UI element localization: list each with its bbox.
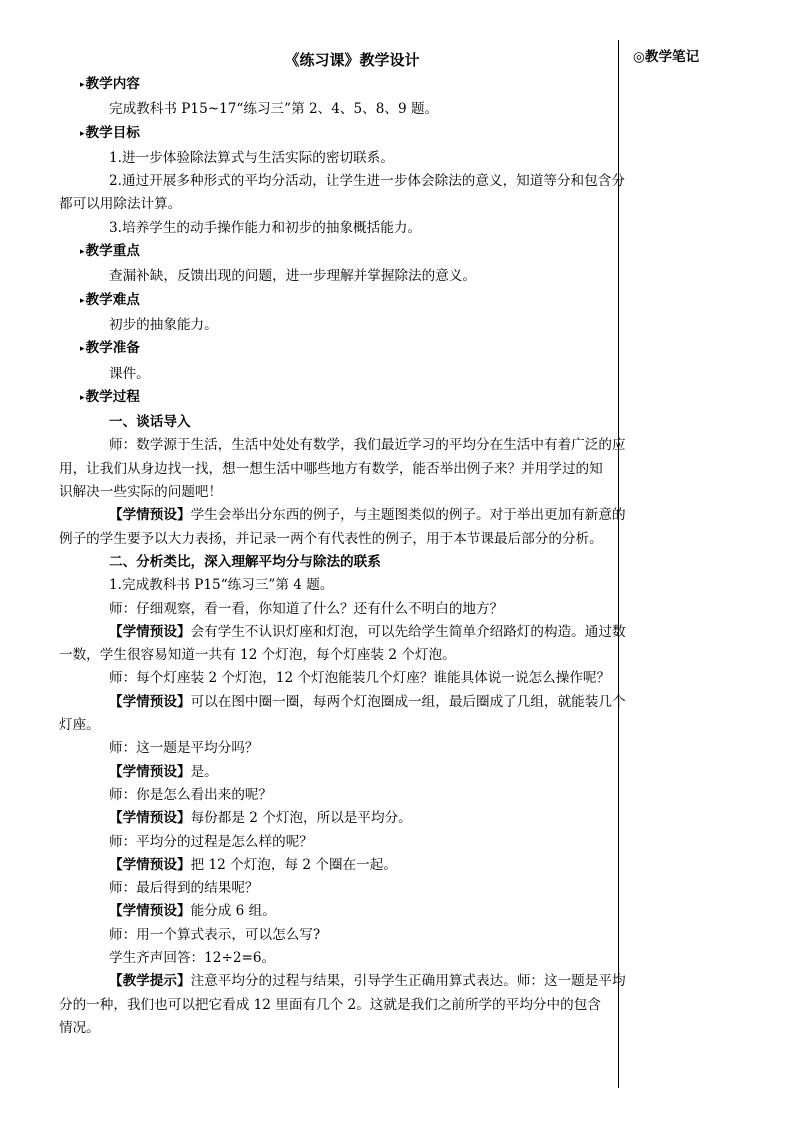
tip-tag: 【教学提示】	[109, 973, 191, 990]
preset-tag: 【学情预设】	[109, 693, 191, 710]
dialogue-line: 师：最后得到的结果呢？	[109, 880, 259, 897]
section-heading-process: ▸ 教学过程	[80, 386, 612, 411]
preset-tag: 【学情预设】	[109, 903, 191, 920]
preparation-text: 课件。	[109, 365, 150, 382]
tip-text-cont: 分的一种，我们也可以把它看成 12 里面有几个 2。这就是我们之前所学的平均分中的包含	[59, 996, 601, 1013]
preset-paragraph	[84, 761, 637, 784]
preset-paragraph	[84, 621, 637, 644]
content-text: 完成教科书 P15~17“练习三”第 2、4、5、8、9 题。	[109, 101, 439, 118]
section-heading-content: ▸ 教学内容	[80, 73, 612, 98]
difficulties-text: 初步的抽象能力。	[109, 316, 218, 333]
preset-tag: 【学情预设】	[109, 507, 191, 524]
preset-tag: 【学情预设】	[109, 856, 191, 873]
tip-paragraph	[84, 970, 637, 993]
section-heading-goals: ▸ 教学目标	[80, 122, 612, 147]
dialogue-line: 师：仔细观察，看一看，你知道了什么？还有什么不明白的地方？	[109, 600, 504, 617]
section-heading-preparation: ▸ 教学准备	[80, 337, 612, 362]
preset-paragraph	[84, 900, 637, 923]
dialogue-line-cont: 用，让我们从身边找一找，想一想生活中哪些地方有数学，能否举出例子来？并用学过的知	[59, 460, 603, 477]
tip-text: 注意平均分的过程与结果，引导学生正确用算式表达。师：这一题是平均	[190, 973, 626, 990]
dialogue-line: 师：这一题是平均分吗？	[109, 740, 259, 757]
preset-text: 把 12 个灯泡，每 2 个圈在一起。	[190, 856, 397, 873]
section-heading-difficulties: ▸ 教学难点	[80, 289, 612, 314]
tip-text-cont: 情况。	[59, 1019, 100, 1036]
goal-1: 1.进一步体验除法算式与生活实际的密切联系。	[109, 149, 394, 166]
teaching-notes-header: ◎教学笔记	[633, 49, 700, 65]
dialogue-line: 师：数学源于生活，生活中处处有数学，我们最近学习的平均分在生活中有着广泛的应	[109, 437, 626, 454]
preset-tag: 【学情预设】	[109, 763, 191, 780]
dialogue-line: 师：平均分的过程是怎么样的呢？	[109, 833, 313, 850]
preset-text: 能分成 6 组。	[190, 903, 276, 920]
dialogue-line: 师：用一个算式表示，可以怎么写?	[109, 926, 321, 943]
goal-2-line-1: 2.通过开展多种形式的平均分活动，让学生进一步体会除法的意义，知道等分和包含分	[109, 173, 625, 190]
preset-text: 学生会举出分东西的例子，与主题图类似的例子。对于举出更加有新意的	[190, 507, 626, 524]
preset-text: 可以在图中圈一圈，每两个灯泡圈成一组，最后圈成了几组，就能装几个	[190, 693, 626, 710]
preset-paragraph	[84, 504, 637, 527]
dialogue-line: 师：每个灯座装 2 个灯泡，12 个灯泡能装几个灯座？谁能具体说一说怎么操作呢？	[109, 670, 611, 687]
preset-text: 是。	[190, 763, 218, 780]
part-1-heading: 一、谈话导入	[109, 414, 191, 431]
goal-3: 3.培养学生的动手操作能力和初步的抽象概括能力。	[109, 219, 422, 236]
preset-text-cont: 灯座。	[59, 717, 100, 734]
preset-tag: 【学情预设】	[109, 623, 191, 640]
section-heading-key-points: ▸ 教学重点	[80, 240, 612, 265]
document-title: 《练习课》教学设计	[284, 51, 420, 69]
preset-tag: 【学情预设】	[109, 810, 191, 827]
exercise-line: 1.完成教科书 P15“练习三”第 4 题。	[109, 577, 334, 594]
key-points-text: 查漏补缺，反馈出现的问题，进一步理解并掌握除法的意义。	[109, 268, 477, 285]
student-answer-line: 学生齐声回答：12÷2=6。	[109, 949, 276, 966]
preset-text: 会有学生不认识灯座和灯泡，可以先给学生简单介绍路灯的构造。通过数	[190, 623, 626, 640]
preset-text-cont: 例子的学生要予以大力表扬，并记录一两个有代表性的例子，用于本节课最后部分的分析。	[59, 530, 603, 547]
preset-paragraph	[84, 854, 637, 877]
preset-text: 每份都是 2 个灯泡，所以是平均分。	[190, 810, 412, 827]
dialogue-line: 师：你是怎么看出来的呢？	[109, 786, 273, 803]
goal-2-line-2: 都可以用除法计算。	[59, 196, 182, 213]
part-2-heading: 二、分析类比，深入理解平均分与除法的联系	[109, 553, 381, 570]
preset-text-cont: 一数，学生很容易知道一共有 12 个灯泡，每个灯座装 2 个灯泡。	[59, 647, 456, 664]
lesson-plan-body	[59, 47, 626, 1040]
preset-paragraph	[84, 691, 637, 714]
preset-paragraph	[84, 807, 637, 830]
dialogue-line-cont: 识解决一些实际的问题吧！	[59, 484, 223, 501]
